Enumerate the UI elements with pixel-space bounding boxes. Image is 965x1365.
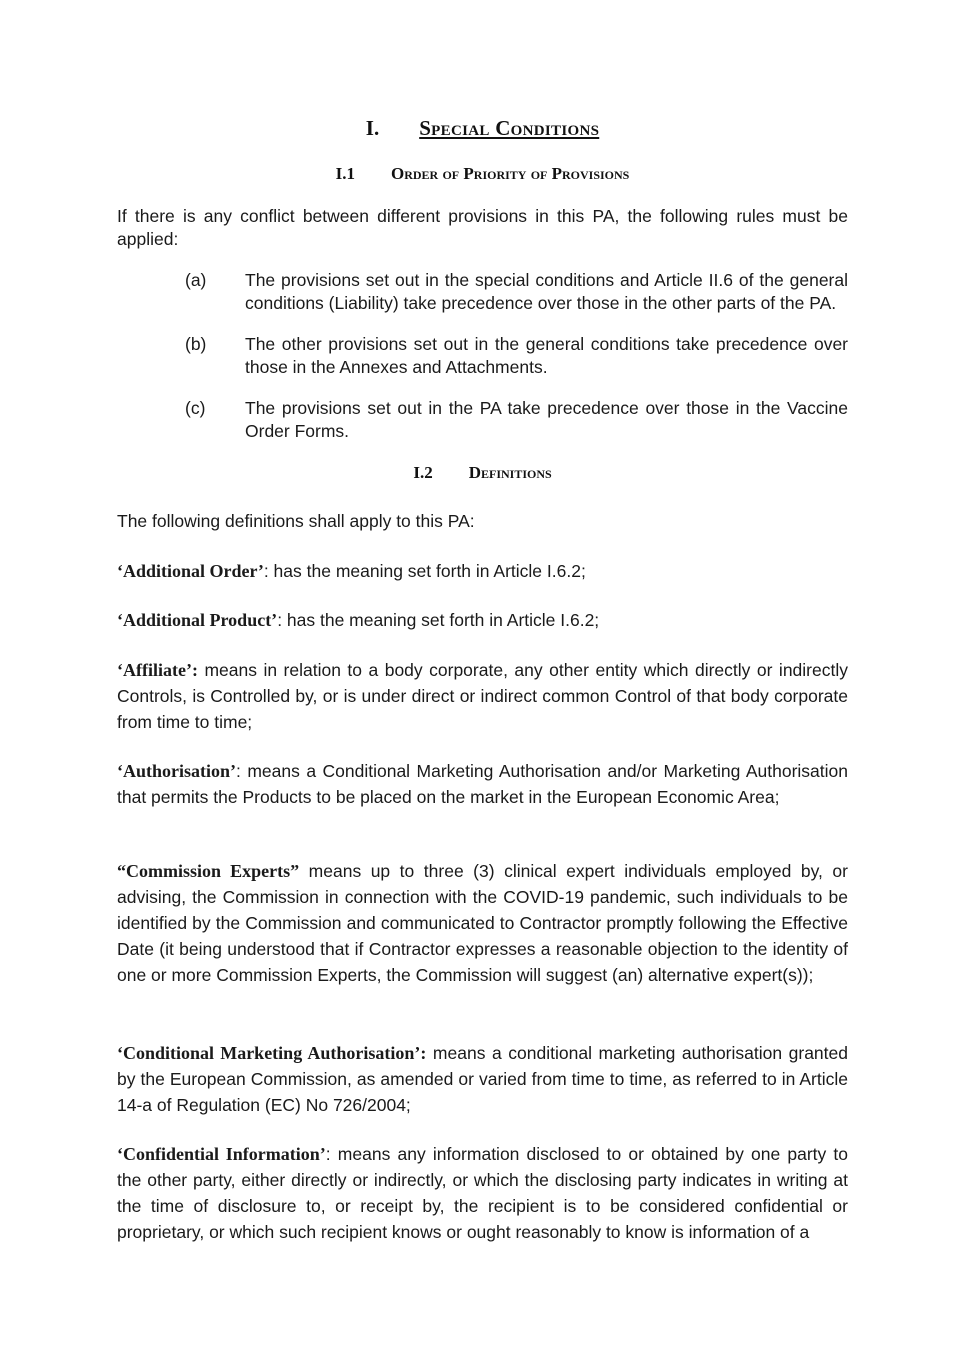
definition-commission-experts <box>117 858 848 988</box>
subsection-heading-1 <box>0 164 965 184</box>
item-text: The provisions set out in the special conditions and Article II.6 of the general conditions (Liability) take precedence over those in the other parts of the PA. <box>245 270 848 313</box>
item-label: (a) <box>185 270 207 290</box>
priority-intro: If there is any conflict between different provisions in this PA, the following rules must be applied: <box>117 206 848 249</box>
definition-text: : has the meaning set forth in Article I.6.2; <box>263 561 586 581</box>
item-text: The other provisions set out in the general conditions take precedence over those in the Annexes and Attachments. <box>245 334 848 377</box>
definition-term: ‘Affiliate’: <box>117 660 198 680</box>
section-heading <box>0 116 965 141</box>
subsection-title: Definitions <box>468 463 552 482</box>
item-label: (b) <box>185 334 207 354</box>
definition-confidential-information <box>117 1141 848 1245</box>
definition-text: : means any information disclosed to or obtained by one party to the other party, either directly or indirectly, or which the disclosing party indicates in writing at the time of disclosure to, or receipt by, the recipient is to be considered confidential or proprietary, or which such recipient knows or ought reasonably to know is information of a <box>117 1144 849 1242</box>
definition-additional-product <box>117 607 848 633</box>
definition-term: “Commission Experts” <box>117 861 300 881</box>
definition-conditional-marketing-authorisation <box>117 1040 848 1118</box>
definition-text: means up to three (3) clinical expert individuals employed by, or advising, the Commission in connection with the COVID-19 pandemic, such individuals to be identified by the Commission and communicated to Contractor promptly following the Effective Date (it being understood that if Contractor expresses a reasonable objection to the identity of one or more Commission Experts, the Commission will suggest (an) alternative expert(s)); <box>117 861 848 985</box>
section-number: I. <box>365 116 380 140</box>
subsection-heading-2 <box>0 463 965 483</box>
definition-text: means in relation to a body corporate, any other entity which directly or indirectly Controls, is Controlled by, or is under direct or indirect common Control of that body corporate from time to time; <box>117 660 848 732</box>
definition-text: : means a Conditional Marketing Authorisation and/or Marketing Authorisation that permits the Products to be placed on the market in the European Economic Area; <box>117 761 848 807</box>
definitions-intro: The following definitions shall apply to this PA: <box>117 511 475 531</box>
definition-authorisation <box>117 758 848 810</box>
definition-term: ‘Confidential Information’ <box>117 1144 326 1164</box>
priority-item-c <box>185 397 848 442</box>
priority-item-a <box>185 269 848 314</box>
subsection-number: I.1 <box>335 164 355 183</box>
definition-affiliate <box>117 657 848 735</box>
priority-item-b <box>185 333 848 378</box>
item-text: The provisions set out in the PA take precedence over those in the Vaccine Order Forms. <box>245 398 848 441</box>
definition-term: ‘Authorisation’ <box>117 761 237 781</box>
definition-text: : has the meaning set forth in Article I.6.2; <box>277 610 600 630</box>
definition-text: means a conditional marketing authorisation granted by the European Commission, as amended or varied from time to time, as referred to in Article 14-a of Regulation (EC) No 726/2004; <box>117 1043 848 1115</box>
section-title: Special Conditions <box>419 116 600 140</box>
item-label: (c) <box>185 398 206 418</box>
definition-term: ‘Conditional Marketing Authorisation’: <box>117 1043 427 1063</box>
definition-term: ‘Additional Order’ <box>117 561 264 581</box>
definition-additional-order <box>117 558 848 584</box>
definition-term: ‘Additional Product’ <box>117 610 278 630</box>
subsection-number: I.2 <box>413 463 433 482</box>
subsection-title: Order of Priority of Provisions <box>391 164 630 183</box>
